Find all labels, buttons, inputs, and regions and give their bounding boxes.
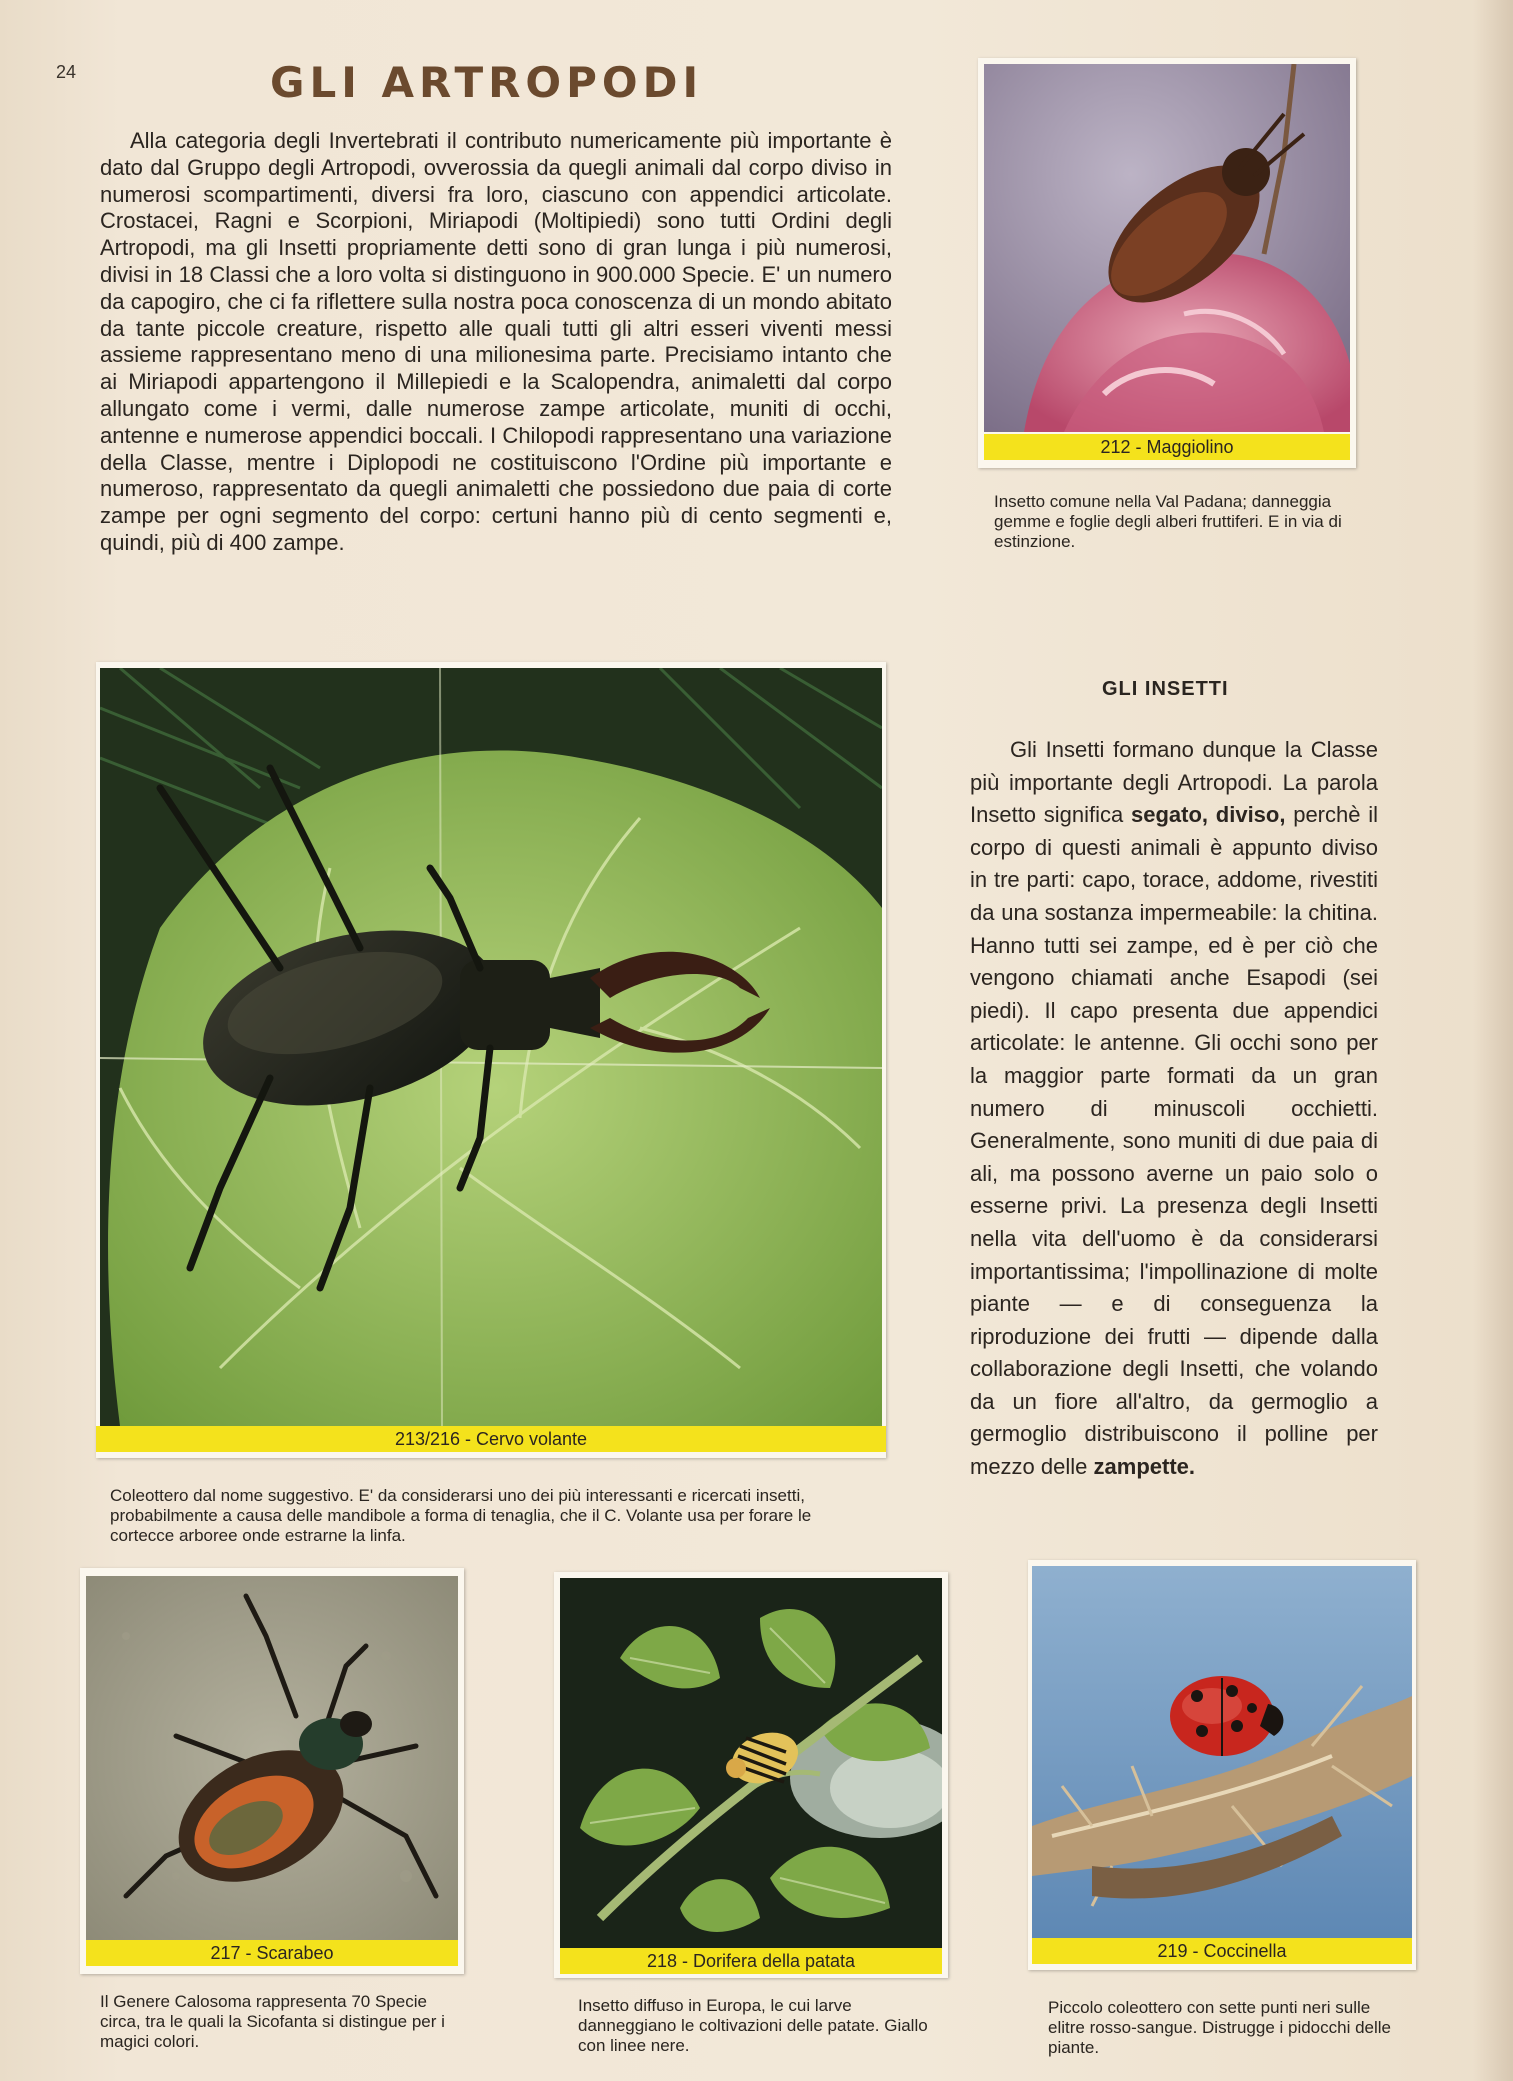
sticker-card-scarabeo bbox=[80, 1568, 464, 1974]
sticker-label-scarabeo: 217 - Scarabeo bbox=[86, 1940, 458, 1966]
insetti-paragraph bbox=[970, 734, 1378, 1484]
intro-paragraph: Alla categoria degli Invertebrati il contributo numericamente più importante è dato dal Gruppo degli Artropodi, ovverossia da quegli animali dal corpo diviso in numerosi scompartimenti, diversi fra loro, ciascuno con appendici articolate. Crostacei, Ragni e Scorpioni, Miriapodi (Moltipiedi) sono tutti Ordini degli Artropodi, ma gli Insetti propriamente detti sono di gran lunga i più numerosi, divisi in 18 Classi che a loro volta si distinguono in 900.000 Specie. E' un numero da capogiro, che ci fa riflettere sulla nostra poca conoscenza di un mondo abitato da tante piccole creature, rispetto alle quali tutti gli altri esseri viventi messi assieme rappresentano meno di una milionesima parte. Precisiamo intanto che ai Miriapodi appartengono il Millepiedi e la Scalopendra, animaletti dal corpo allungato come i vermi, dalle numerose zampe articolate, muniti di occhi, antenne e numerose appendici boccali. I Chilopodi rappresentano una variazione della Classe, mentre i Diplopodi ne costituiscono l'Ordine più importante e numeroso, rappresentato da quegli animaletti che possiedono due paia di corte zampe per ogni segmento del corpo: certuni hanno più di cento segmenti e, quindi, più di 400 zampe. bbox=[100, 128, 892, 555]
insetti-text-part1: Gli Insetti formano dunque la Classe più importante degli Artropodi. La parola Insetto significa bbox=[970, 737, 1378, 828]
insetti-text-part2: perchè il corpo di questi animali è appunto diviso in tre parti: capo, torace, addome, rivestiti da una sostanza impermeabile: la chitina. Hanno tutti sei zampe, ed è per ciò che vengono chiamati anche Esapodi (sei piedi). Il capo presenta due appendici articolate: le antenne. Gli occhi sono per la maggior parte formati da un gran numero di minuscoli occhietti. Generalmente, sono muniti di due paia di ali, ma possono averne un paio solo o esserne privi. La presenza degli Insetti nella vita dell'uomo è da considerarsi importantissima; l'impollinazione di molte piante — e di conseguenza la riproduzione dei frutti — dipende dalla collaborazione degli Insetti, che volando da un fiore all'altro, da germoglio a germoglio distribuiscono il polline per mezzo delle bbox=[970, 802, 1378, 1480]
sticker-label-maggiolino: 212 - Maggiolino bbox=[984, 434, 1350, 460]
page-title: GLI ARTROPODI bbox=[270, 58, 704, 107]
sticker-label-coccinella: 219 - Coccinella bbox=[1032, 1938, 1412, 1964]
caption-cervo-volante: Coleottero dal nome suggestivo. E' da considerarsi uno dei più interessanti e ricercati insetti, probabilmente a causa delle mandibole a forma di tenaglia, che il C. Volante usa per forare le cortecce arboree onde estrarne la linfa. bbox=[110, 1486, 812, 1545]
sticker-label-cervo-volante: 213/216 - Cervo volante bbox=[96, 1426, 886, 1452]
sticker-card-cervo-volante bbox=[96, 662, 886, 1458]
sticker-photo-dorifera bbox=[560, 1578, 942, 1948]
caption-scarabeo: Il Genere Calosoma rappresenta 70 Specie circa, tra le quali la Sicofanta si distingue per i magici colori. bbox=[100, 1992, 445, 2051]
page-spine-shadow bbox=[1473, 0, 1513, 2081]
caption-coccinella: Piccolo coleottero con sette punti neri sulle elitre rosso-sangue. Distrugge i pidocchi delle piante. bbox=[1048, 1998, 1392, 2057]
sticker-photo-cervo-volante bbox=[100, 668, 882, 1426]
sticker-photo-scarabeo bbox=[86, 1576, 458, 1940]
section-title-insetti: GLI INSETTI bbox=[1102, 678, 1229, 700]
caption-dorifera: Insetto diffuso in Europa, le cui larve danneggiano le coltivazioni delle patate. Giallo con linee nere. bbox=[578, 1996, 928, 2055]
page-number: 24 bbox=[56, 62, 77, 82]
insetti-text-bold1: segato, diviso, bbox=[1131, 802, 1286, 828]
sticker-card-dorifera bbox=[554, 1572, 948, 1978]
sticker-photo-coccinella bbox=[1032, 1566, 1412, 1938]
sticker-photo-maggiolino bbox=[984, 64, 1350, 432]
sticker-card-coccinella bbox=[1028, 1560, 1416, 1970]
insetti-text-bold2: zampette. bbox=[1093, 1454, 1195, 1480]
sticker-card-maggiolino bbox=[978, 58, 1356, 468]
caption-maggiolino: Insetto comune nella Val Padana; danneggia gemme e foglie degli alberi fruttiferi. E in via di estinzione. bbox=[994, 492, 1342, 551]
sticker-label-dorifera: 218 - Dorifera della patata bbox=[560, 1948, 942, 1974]
